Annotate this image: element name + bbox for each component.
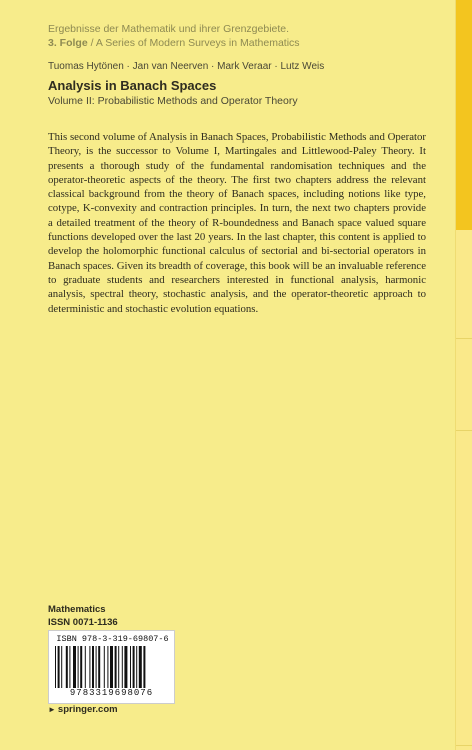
spine-accent: [456, 0, 472, 230]
spine-divider: [456, 745, 472, 746]
series-folge: 3. Folge: [48, 37, 88, 49]
book-title: Analysis in Banach Spaces: [48, 78, 217, 93]
book-subtitle: Volume II: Probabilistic Methods and Operator Theory: [48, 95, 298, 107]
subject-block: [48, 603, 118, 629]
series-line-1: Ergebnisse der Mathematik und ihrer Grenzgebiete.: [48, 23, 290, 35]
isbn-label: ISBN 978-3-319-69807-6: [56, 634, 169, 644]
book-authors: Tuomas Hytönen · Jan van Neerven · Mark Veraar · Lutz Weis: [48, 61, 325, 72]
isbn-barcode: [48, 630, 175, 704]
series-line-2: [48, 36, 428, 50]
issn-label: ISSN 0071-1136: [48, 617, 118, 628]
publisher-link[interactable]: [48, 704, 118, 715]
spine-divider: [456, 338, 472, 339]
barcode-number: 9783319698076: [69, 688, 154, 698]
subject-label: Mathematics: [48, 604, 106, 615]
publisher-url: springer.com: [57, 704, 118, 715]
series-subtitle: / A Series of Modern Surveys in Mathematics: [87, 37, 300, 49]
spine-divider: [456, 430, 472, 431]
arrow-right-icon: ►: [48, 705, 56, 714]
series-title: [48, 22, 428, 50]
book-description: This second volume of Analysis in Banach Spaces, Probabilistic Methods and Operator Theory, is the successor to Volume I, Martingales and Littlewood-Paley Theory. It presents a thorough study of the fundamental randomisation techniques and the operator-theoretic aspects of the theory. The first two chapters address the relevant classical background from the theory of Banach spaces, including notions like type, cotype, K-convexity and contraction principles. In turn, the next two chapters provide a detailed treatment of the theory of R-boundedness and Banach space valued square functions developed over the last 20 years. In the last chapter, this content is applied to develop the holomorphic functional calculus of sectorial and bi-sectorial operators in Banach spaces. Given its breadth of coverage, this book will be an invaluable reference to graduate students and researchers interested in functional analysis, harmonic analysis, spectral theory, stochastic analysis, and the operator-theoretic approach to deterministic and stochastic evolution equations.: [48, 131, 426, 315]
barcode-icon: [55, 646, 168, 688]
